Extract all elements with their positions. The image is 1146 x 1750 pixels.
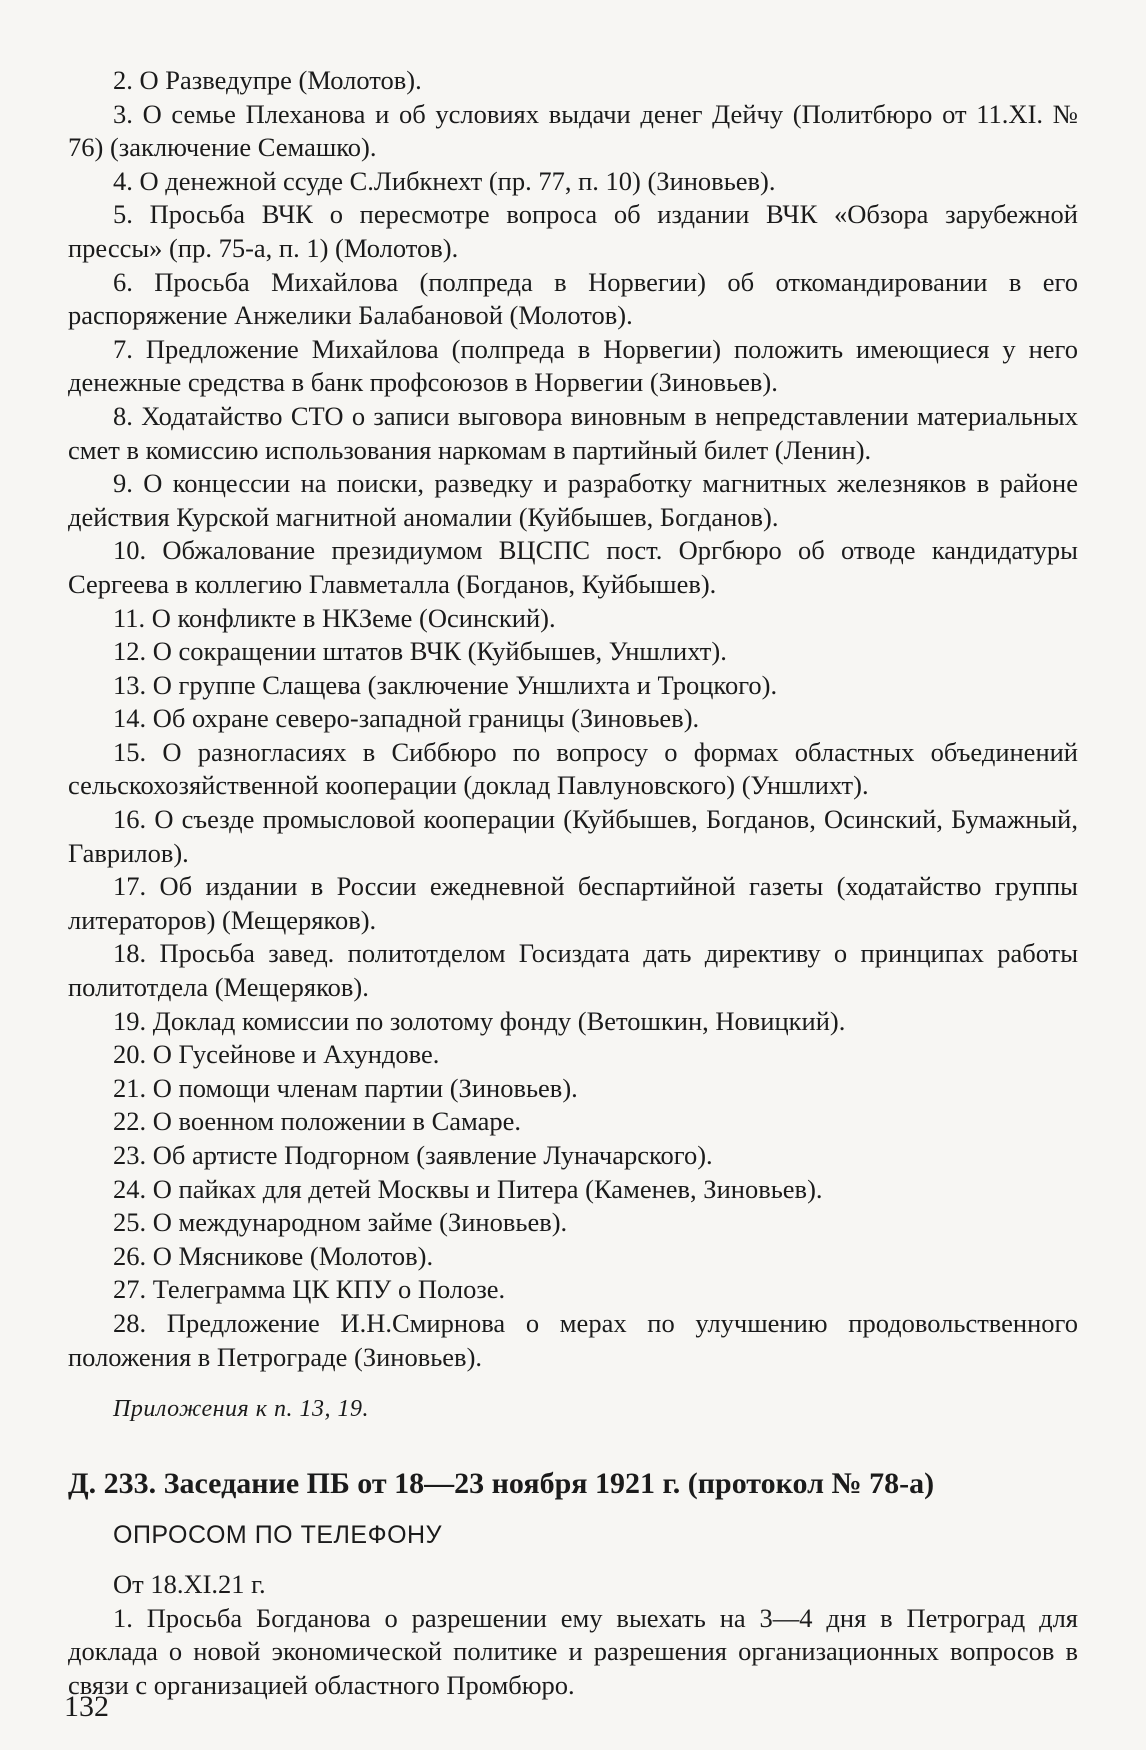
agenda-item: 26. О Мясникове (Молотов). [113,1240,434,1271]
agenda-item: 14. Об охране северо-западной границы (Зиновьев). [113,703,700,734]
agenda-item: 9. О концессии на поиски, разведку и разработку магнитных железняков в районе действия Курской магнитной аномалии (Куйбышев, Богданов). [68,468,1078,532]
agenda-item: 3. О семье Плеханова и об условиях выдачи денег Дейчу (Политбюро от 11.XI. № 76) (заключение Семашко). [68,98,1078,163]
agenda-item: 21. О помощи членам партии (Зиновьев). [113,1072,578,1103]
agenda-item: 28. Предложение И.Н.Смирнова о мерах по улучшению продовольственного положения в Петрограде (Зиновьев). [68,1307,1078,1372]
agenda-item: 25. О международном займе (Зиновьев). [113,1207,568,1238]
page-number: 132 [64,1690,109,1723]
agenda-item: 16. О съезде промысловой кооперации (Куйбышев, Богданов, Осинский, Бумажный, Гаврилов). [68,804,1078,868]
agenda-item: 12. О сокращении штатов ВЧК (Куйбышев, Уншлихт). [113,636,727,667]
agenda-item: 27. Телеграмма ЦК КПУ о Полозе. [113,1274,506,1305]
agenda-item: 1. Просьба Богданова о разрешении ему выехать на 3—4 дня в Петроград для доклада о новой экономической политике и разрешения организационных вопросов в связи с организацией областного Промбюро. [68,1602,1078,1700]
agenda-item: 8. Ходатайство СТО о записи выговора виновным в непредставлении материальных смет в комиссию использования наркомам в партийный билет (Ленин). [68,400,1078,465]
document-page [68,64,1078,1703]
agenda-item: 2. О Разведупре (Молотов). [113,65,422,95]
agenda-item: 5. Просьба ВЧК о пересмотре вопроса об издании ВЧК «Обзора зарубежной прессы» (пр. 75-а, п. 1) (Молотов). [68,199,1078,263]
agenda-item: 10. Обжалование президиумом ВЦСПС пост. Оргбюро об отводе кандидатуры Сергеева в коллегию Главметалла (Богданов, Куйбышев). [68,535,1078,599]
date-line: От 18.XI.21 г. [113,1569,266,1600]
section-subheading: ОПРОСОМ ПО ТЕЛЕФОНУ [113,1521,442,1550]
agenda-item: 4. О денежной ссуде С.Либкнехт (пр. 77, п. 10) (Зиновьев). [113,165,776,196]
agenda-item: 11. О конфликте в НКЗеме (Осинский). [113,602,556,633]
agenda-item: 19. Доклад комиссии по золотому фонду (Ветошкин, Новицкий). [113,1005,846,1036]
section-items [68,1602,1078,1703]
agenda-item: 20. О Гусейнове и Ахундове. [113,1039,440,1070]
appendix-note: Приложения к п. 13, 19. [113,1396,369,1423]
agenda-item: 18. Просьба завед. политотделом Госиздата дать директиву о принципах работы политотдела (Мещеряков). [68,938,1078,1003]
agenda-item: 15. О разногласиях в Сиббюро по вопросу о формах областных объединений сельскохозяйственной кооперации (доклад Павлуновского) (Уншлихт). [68,736,1078,801]
agenda-item: 17. Об издании в России ежедневной беспартийной газеты (ходатайство группы литераторов) (Мещеряков). [68,871,1078,935]
agenda-item: 6. Просьба Михайлова (полпреда в Норвегии) об откомандировании в его распоряжение Анжелики Балабановой (Молотов). [68,266,1078,331]
agenda-item: 23. Об артисте Подгорном (заявление Луначарского). [113,1140,713,1170]
agenda-list [68,64,1078,1374]
agenda-item: 24. О пайках для детей Москвы и Питера (Каменев, Зиновьев). [113,1173,823,1204]
agenda-item: 7. Предложение Михайлова (полпреда в Норвегии) положить имеющиеся у него денежные средства в банк профсоюзов в Норвегии (Зиновьев). [68,333,1078,398]
agenda-item: 22. О военном положении в Самаре. [113,1106,522,1137]
agenda-item: 13. О группе Слащева (заключение Уншлихта и Троцкого). [113,669,778,700]
section-heading: Д. 233. Заседание ПБ от 18—23 ноября 1921 г. (протокол № 78-а) [68,1467,935,1501]
